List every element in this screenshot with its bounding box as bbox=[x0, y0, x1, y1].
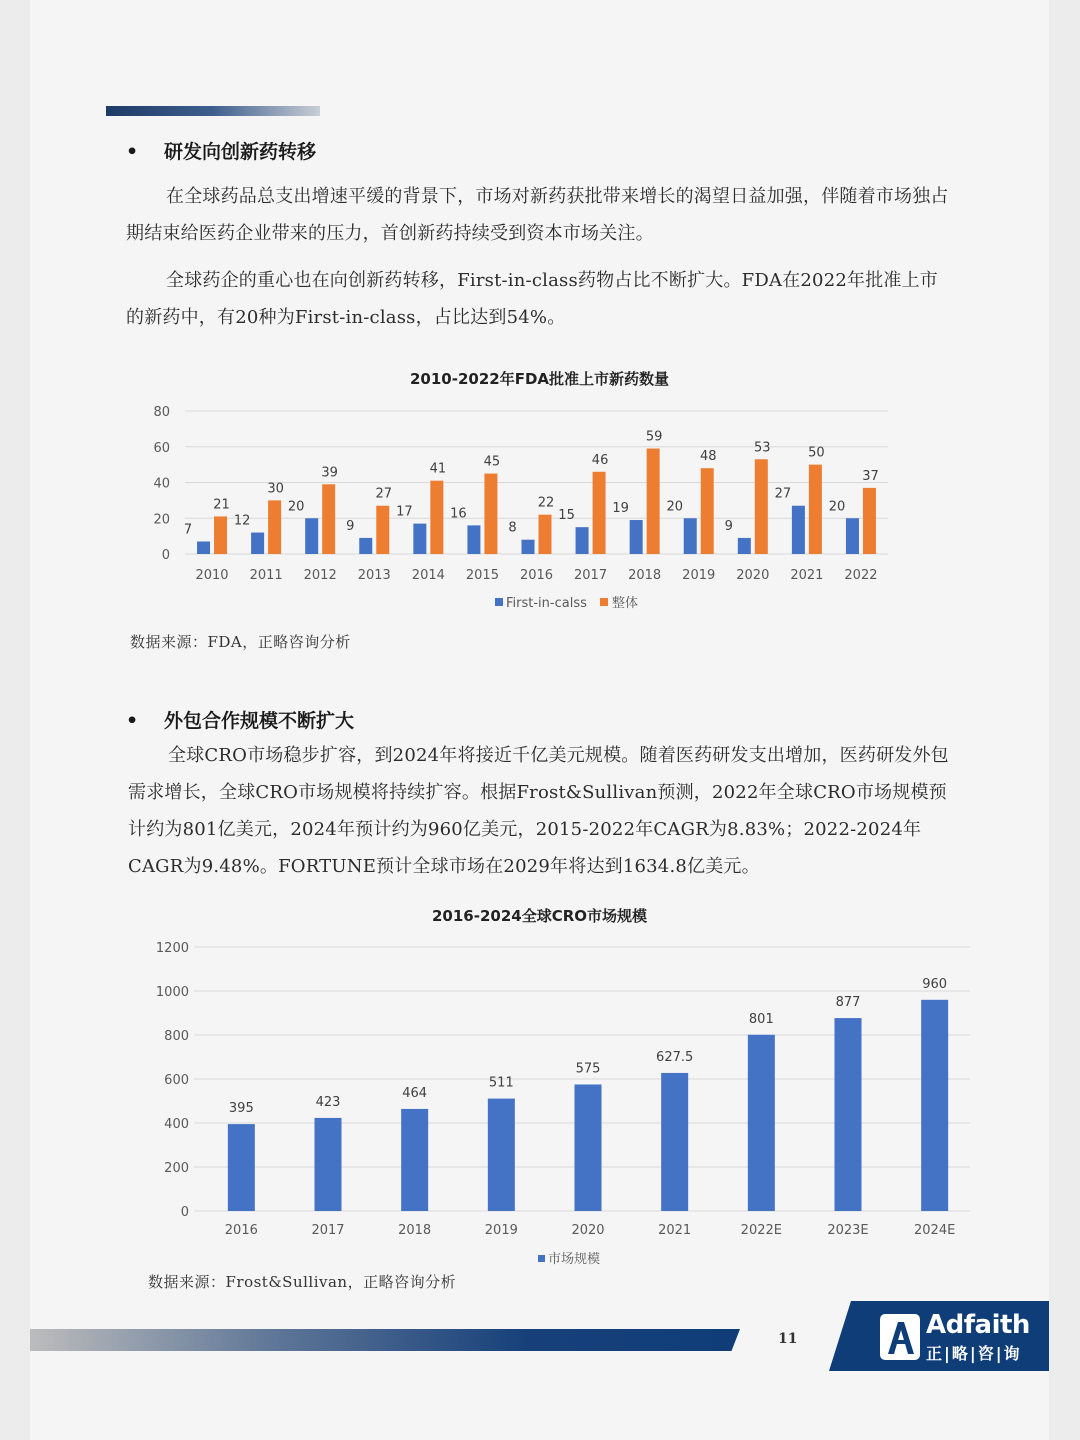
data-label: 877 bbox=[835, 995, 861, 1011]
x-tick-label: 2021 bbox=[790, 568, 824, 583]
data-label: 20 bbox=[828, 499, 846, 515]
y-tick-label: 80 bbox=[153, 405, 170, 420]
data-label: 39 bbox=[321, 465, 338, 481]
x-tick-label: 2018 bbox=[398, 1223, 432, 1238]
data-label: 30 bbox=[267, 481, 284, 497]
x-tick-label: 2020 bbox=[571, 1223, 605, 1238]
bar-total bbox=[701, 468, 714, 554]
y-tick-label: 1000 bbox=[155, 985, 189, 1000]
bar-first-in-class bbox=[792, 506, 805, 554]
x-tick-label: 2012 bbox=[303, 568, 337, 583]
x-tick-label: 2020 bbox=[736, 568, 770, 583]
data-label: 48 bbox=[699, 449, 717, 465]
y-tick-label: 800 bbox=[164, 1029, 189, 1044]
cro-market-chart bbox=[110, 930, 970, 1275]
data-label: 41 bbox=[429, 461, 447, 477]
data-label: 20 bbox=[666, 499, 684, 515]
y-tick-label: 400 bbox=[164, 1117, 189, 1132]
data-label: 464 bbox=[402, 1085, 428, 1101]
chart1-source: 数据来源：FDA，正略咨询分析 bbox=[130, 633, 351, 651]
bullet-icon: • bbox=[126, 710, 139, 732]
data-label: 575 bbox=[575, 1061, 601, 1077]
x-tick-label: 2013 bbox=[357, 568, 391, 583]
chart2-title: 2016-2024全球CRO市场规模 bbox=[431, 907, 648, 925]
chart2-source: 数据来源：Frost&Sullivan，正略咨询分析 bbox=[148, 1273, 457, 1291]
legend-swatch-first-in-class bbox=[495, 598, 503, 606]
section1-paragraph-1: 在全球药品总支出增速平缓的背景下，市场对新药获批带来增长的渴望日益加强，伴随着市场独占期结束给医药企业带来的压力，首创新药持续受到资本市场关注。 bbox=[126, 186, 949, 244]
legend-label: First-in-calss bbox=[506, 596, 587, 611]
bar-total bbox=[593, 472, 606, 554]
bar-first-in-class bbox=[630, 520, 643, 554]
data-label: 37 bbox=[862, 468, 879, 484]
bar-market-size bbox=[228, 1124, 255, 1211]
report-page bbox=[30, 0, 1049, 1440]
data-label: 22 bbox=[537, 495, 555, 511]
data-label: 21 bbox=[213, 497, 230, 513]
x-tick-label: 2015 bbox=[465, 568, 499, 583]
bullet-icon: • bbox=[126, 141, 139, 163]
y-tick-label: 0 bbox=[180, 1205, 189, 1220]
y-tick-label: 600 bbox=[164, 1073, 189, 1088]
legend-swatch-total bbox=[600, 598, 608, 606]
bar-market-size bbox=[661, 1073, 688, 1211]
x-tick-label: 2016 bbox=[519, 568, 554, 583]
bar-total bbox=[376, 506, 389, 554]
y-tick-label: 200 bbox=[164, 1161, 189, 1176]
bar-market-size bbox=[835, 1018, 862, 1211]
footer-accent-bar bbox=[30, 1329, 740, 1351]
data-label: 9 bbox=[346, 518, 355, 534]
data-label: 423 bbox=[315, 1094, 341, 1110]
x-tick-label: 2024E bbox=[914, 1223, 956, 1238]
bar-first-in-class bbox=[467, 525, 480, 554]
bar-first-in-class bbox=[359, 538, 372, 554]
data-label: 53 bbox=[754, 440, 771, 456]
bar-total bbox=[755, 459, 768, 554]
data-label: 59 bbox=[645, 429, 663, 445]
y-tick-label: 20 bbox=[153, 512, 170, 528]
x-tick-label: 2019 bbox=[682, 568, 716, 583]
brand-logo-text: Adfaith bbox=[926, 1310, 1030, 1340]
x-tick-label: 2017 bbox=[311, 1223, 345, 1238]
bar-first-in-class bbox=[846, 518, 859, 554]
data-label: 20 bbox=[287, 499, 305, 515]
data-label: 46 bbox=[591, 452, 609, 468]
x-tick-label: 2017 bbox=[574, 568, 608, 583]
bar-first-in-class bbox=[251, 533, 264, 554]
bar-total bbox=[484, 474, 497, 554]
section1-body bbox=[126, 178, 956, 336]
section1-paragraph-2: 全球药企的重心也在向创新药转移，First-in-class药物占比不断扩大。FDA在2022年批准上市的新药中，有20种为First-in-class，占比达到54%。 bbox=[126, 270, 939, 328]
bar-market-size bbox=[575, 1085, 602, 1212]
bar-total bbox=[647, 449, 660, 554]
data-label: 627.5 bbox=[656, 1049, 694, 1065]
data-label: 9 bbox=[724, 518, 733, 534]
data-label: 27 bbox=[375, 486, 393, 502]
bar-first-in-class bbox=[413, 524, 426, 554]
bar-total bbox=[809, 465, 822, 554]
data-label: 801 bbox=[748, 1011, 774, 1027]
data-label: 45 bbox=[483, 454, 501, 470]
x-tick-label: 2022 bbox=[844, 568, 878, 583]
y-tick-label: 40 bbox=[153, 476, 170, 492]
x-tick-label: 2018 bbox=[628, 568, 662, 583]
section2-body bbox=[128, 737, 958, 885]
bar-total bbox=[430, 481, 443, 554]
x-tick-label: 2010 bbox=[195, 568, 229, 583]
bar-market-size bbox=[748, 1035, 775, 1211]
page-number: 11 bbox=[778, 1331, 798, 1347]
section2-paragraph: 全球CRO市场稳步扩容，到2024年将接近千亿美元规模。随着医药研发支出增加，医药研发外包需求增长，全球CRO市场规模将持续扩容。根据Frost&Sullivan预测，2022年全球CRO市场规模预计约为801亿美元，2024年预计约为960亿美元，2015-2022年CAGR为8.83%；2022-2024年CAGR为9.48%。FORTUNE预计全球市场在2029年将达到1634.8亿美元。 bbox=[128, 745, 949, 877]
bar-total bbox=[322, 484, 335, 554]
bar-first-in-class bbox=[684, 518, 697, 554]
legend-swatch-market-size bbox=[538, 1255, 545, 1262]
bar-total bbox=[214, 516, 227, 554]
bar-total bbox=[268, 500, 281, 554]
bar-first-in-class bbox=[305, 518, 318, 554]
section1-heading: • 研发向创新药转移 bbox=[126, 141, 317, 163]
chart1-title: 2010-2022年FDA批准上市新药数量 bbox=[409, 370, 670, 388]
y-tick-label: 1200 bbox=[155, 941, 189, 956]
bar-market-size bbox=[315, 1118, 342, 1211]
y-tick-label: 0 bbox=[161, 548, 170, 563]
x-tick-label: 2023E bbox=[827, 1223, 869, 1238]
data-label: 12 bbox=[233, 513, 251, 529]
bar-first-in-class bbox=[197, 541, 210, 554]
bar-total bbox=[863, 488, 876, 554]
adfaith-logo-icon bbox=[880, 1314, 920, 1360]
data-label: 19 bbox=[612, 501, 629, 517]
data-label: 50 bbox=[808, 445, 825, 461]
bar-market-size bbox=[488, 1099, 515, 1211]
data-label: 960 bbox=[922, 976, 948, 992]
x-tick-label: 2016 bbox=[224, 1223, 258, 1238]
data-label: 17 bbox=[396, 504, 413, 520]
data-label: 7 bbox=[183, 522, 193, 538]
x-tick-label: 2022E bbox=[740, 1223, 782, 1238]
data-label: 8 bbox=[508, 520, 517, 536]
x-tick-label: 2021 bbox=[658, 1223, 692, 1238]
section2-heading: • 外包合作规模不断扩大 bbox=[126, 710, 355, 732]
legend-label: 市场规模 bbox=[548, 1252, 601, 1267]
fda-approvals-chart bbox=[110, 395, 950, 625]
bar-first-in-class bbox=[738, 538, 751, 554]
brand-logo-chinese: 正|略|咨|询 bbox=[926, 1344, 1022, 1363]
x-tick-label: 2011 bbox=[249, 568, 283, 583]
data-label: 16 bbox=[450, 506, 467, 522]
data-label: 395 bbox=[228, 1101, 254, 1117]
x-tick-label: 2019 bbox=[484, 1223, 518, 1238]
legend-label: 整体 bbox=[612, 596, 639, 611]
y-tick-label: 60 bbox=[153, 440, 170, 456]
bar-market-size bbox=[921, 1000, 948, 1211]
data-label: 27 bbox=[774, 486, 792, 502]
x-tick-label: 2014 bbox=[411, 568, 445, 583]
header-accent-bar bbox=[106, 106, 320, 116]
bar-first-in-class bbox=[522, 540, 535, 554]
bar-market-size bbox=[401, 1109, 428, 1211]
bar-first-in-class bbox=[576, 527, 589, 554]
data-label: 511 bbox=[488, 1075, 514, 1091]
data-label: 15 bbox=[558, 508, 575, 524]
bar-total bbox=[539, 515, 552, 554]
